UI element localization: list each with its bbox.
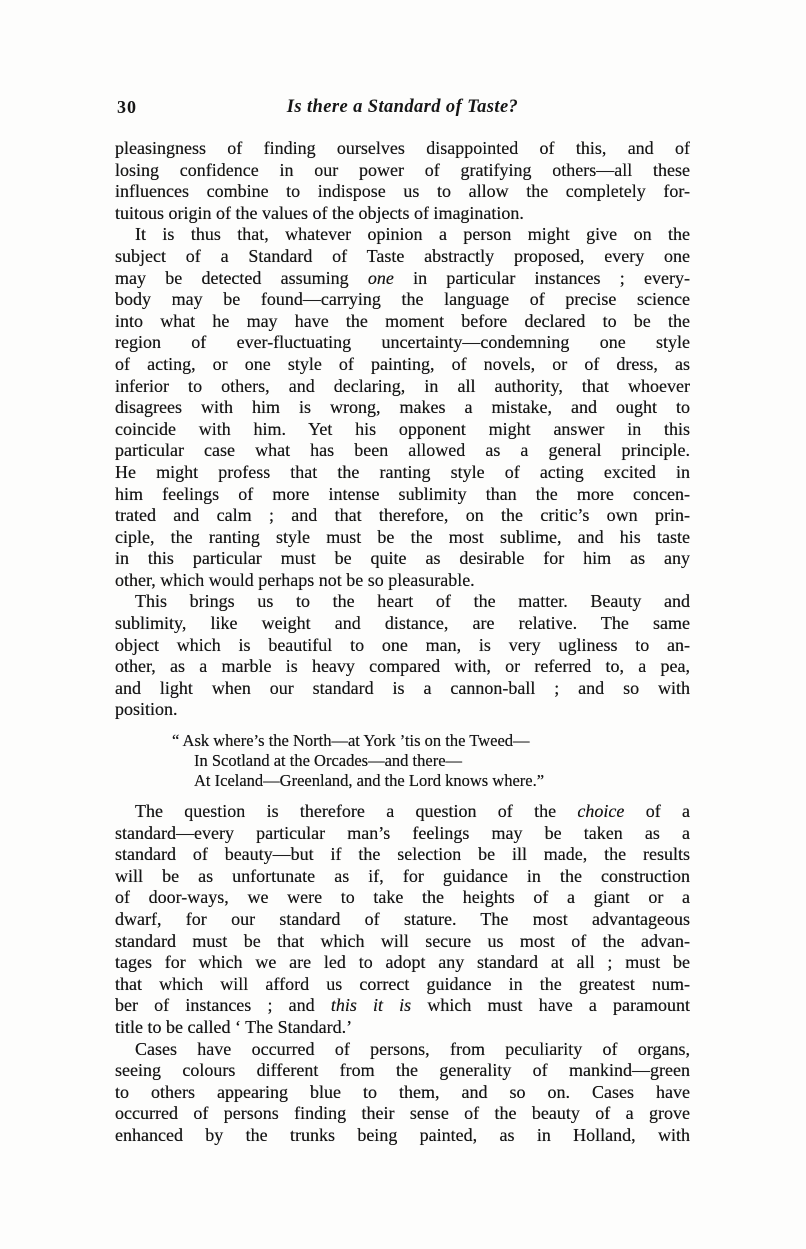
text-line: and light when our standard is a cannon-ball ; and so with [115,677,690,698]
text-line: At Iceland—Greenland, and the Lord knows where.” [194,771,545,791]
text-line: that which will afford us correct guidance in the greatest num- [115,973,690,994]
page-header [115,97,690,119]
text-line: him feelings of more intense sublimity than the more concen- [115,483,690,504]
text-line: pleasingness of finding ourselves disappointed of this, and of [115,138,690,158]
text-line: Cases have occurred of persons, from peculiarity of organs, [135,1038,690,1059]
text-line: dwarf, for our standard of stature. The most advantageous [115,909,690,929]
text-line: of door-ways, we were to take the heights of a giant or a [115,887,690,908]
text-line: The question is therefore a question of the choice of a [135,801,690,822]
text-line: body may be found—carrying the language of precise science [115,289,690,310]
text-line: losing confidence in our power of gratifying others—all these [115,159,690,180]
page-number: 30 [117,97,137,117]
text-line: He might profess that the ranting style of acting excited in [115,461,690,482]
text-line: of acting, or one style of painting, of novels, or of dress, as [115,353,690,374]
text-line: region of ever-fluctuating uncertainty—condemning one style [115,332,690,353]
text-line: trated and calm ; and that therefore, on the critic’s own prin- [115,505,690,526]
text-line: particular case what has been allowed as a general principle. [115,440,690,461]
text-line: standard of beauty—but if the selection be ill made, the results [115,844,690,865]
paragraph [115,1039,690,1147]
running-title: Is there a Standard of Taste? [286,97,519,117]
paragraph [115,138,690,224]
text-line: “ Ask where’s the North—at York ’tis on the Tweed— [172,731,530,751]
text-line: title to be called ‘ The Standard.’ [115,1016,353,1037]
text-line: seeing colours different from the generality of mankind—green [115,1060,690,1081]
text-line: object which is beautiful to one man, is very ugliness to an- [115,634,690,655]
text-line: other, as a marble is heavy compared with, or referred to, a pea, [115,656,690,677]
text-line: may be detected assuming one in particular instances ; every- [115,267,690,288]
text-line: ciple, the ranting style must be the most sublime, and his taste [115,526,690,547]
text-block [115,138,690,1147]
text-line: standard must be that which will secure us most of the advan- [115,930,690,951]
text-line: tages for which we are led to adopt any standard at all ; must be [115,952,690,973]
paragraph [115,801,690,1039]
text-line: disagrees with him is wrong, makes a mistake, and ought to [115,397,690,418]
text-line: sublimity, like weight and distance, are relative. The same [115,613,690,634]
paragraph [115,591,690,721]
text-line: standard—every particular man’s feelings may be taken as a [115,822,690,843]
text-line: position. [115,699,178,720]
text-line: In Scotland at the Orcades—and there— [194,751,463,771]
text-line: subject of a Standard of Taste abstractly proposed, every one [115,245,690,266]
paragraph [115,224,690,591]
text-line: in this particular must be quite as desirable for him as any [115,548,690,569]
text-line: enhanced by the trunks being painted, as in Holland, with [115,1124,690,1145]
text-line: coincide with him. Yet his opponent might answer in this [115,418,690,439]
text-line: This brings us to the heart of the matter. Beauty and [135,591,690,612]
text-line: occurred of persons finding their sense of the beauty of a grove [115,1103,690,1124]
text-line: influences combine to indispose us to allow the completely for- [115,181,690,202]
text-line: It is thus that, whatever opinion a person might give on the [135,224,690,245]
text-line: will be as unfortunate as if, for guidance in the construction [115,865,690,886]
text-line: ber of instances ; and this it is which must have a paramount [115,995,690,1016]
text-line: inferior to others, and declaring, in all authority, that whoever [115,375,690,396]
text-line: to others appearing blue to them, and so on. Cases have [115,1081,690,1102]
text-line: other, which would perhaps not be so pleasurable. [115,569,475,590]
text-line: into what he may have the moment before declared to be the [115,310,690,331]
verse-quote [115,731,690,791]
text-line: tuitous origin of the values of the objects of imagination. [115,202,524,223]
